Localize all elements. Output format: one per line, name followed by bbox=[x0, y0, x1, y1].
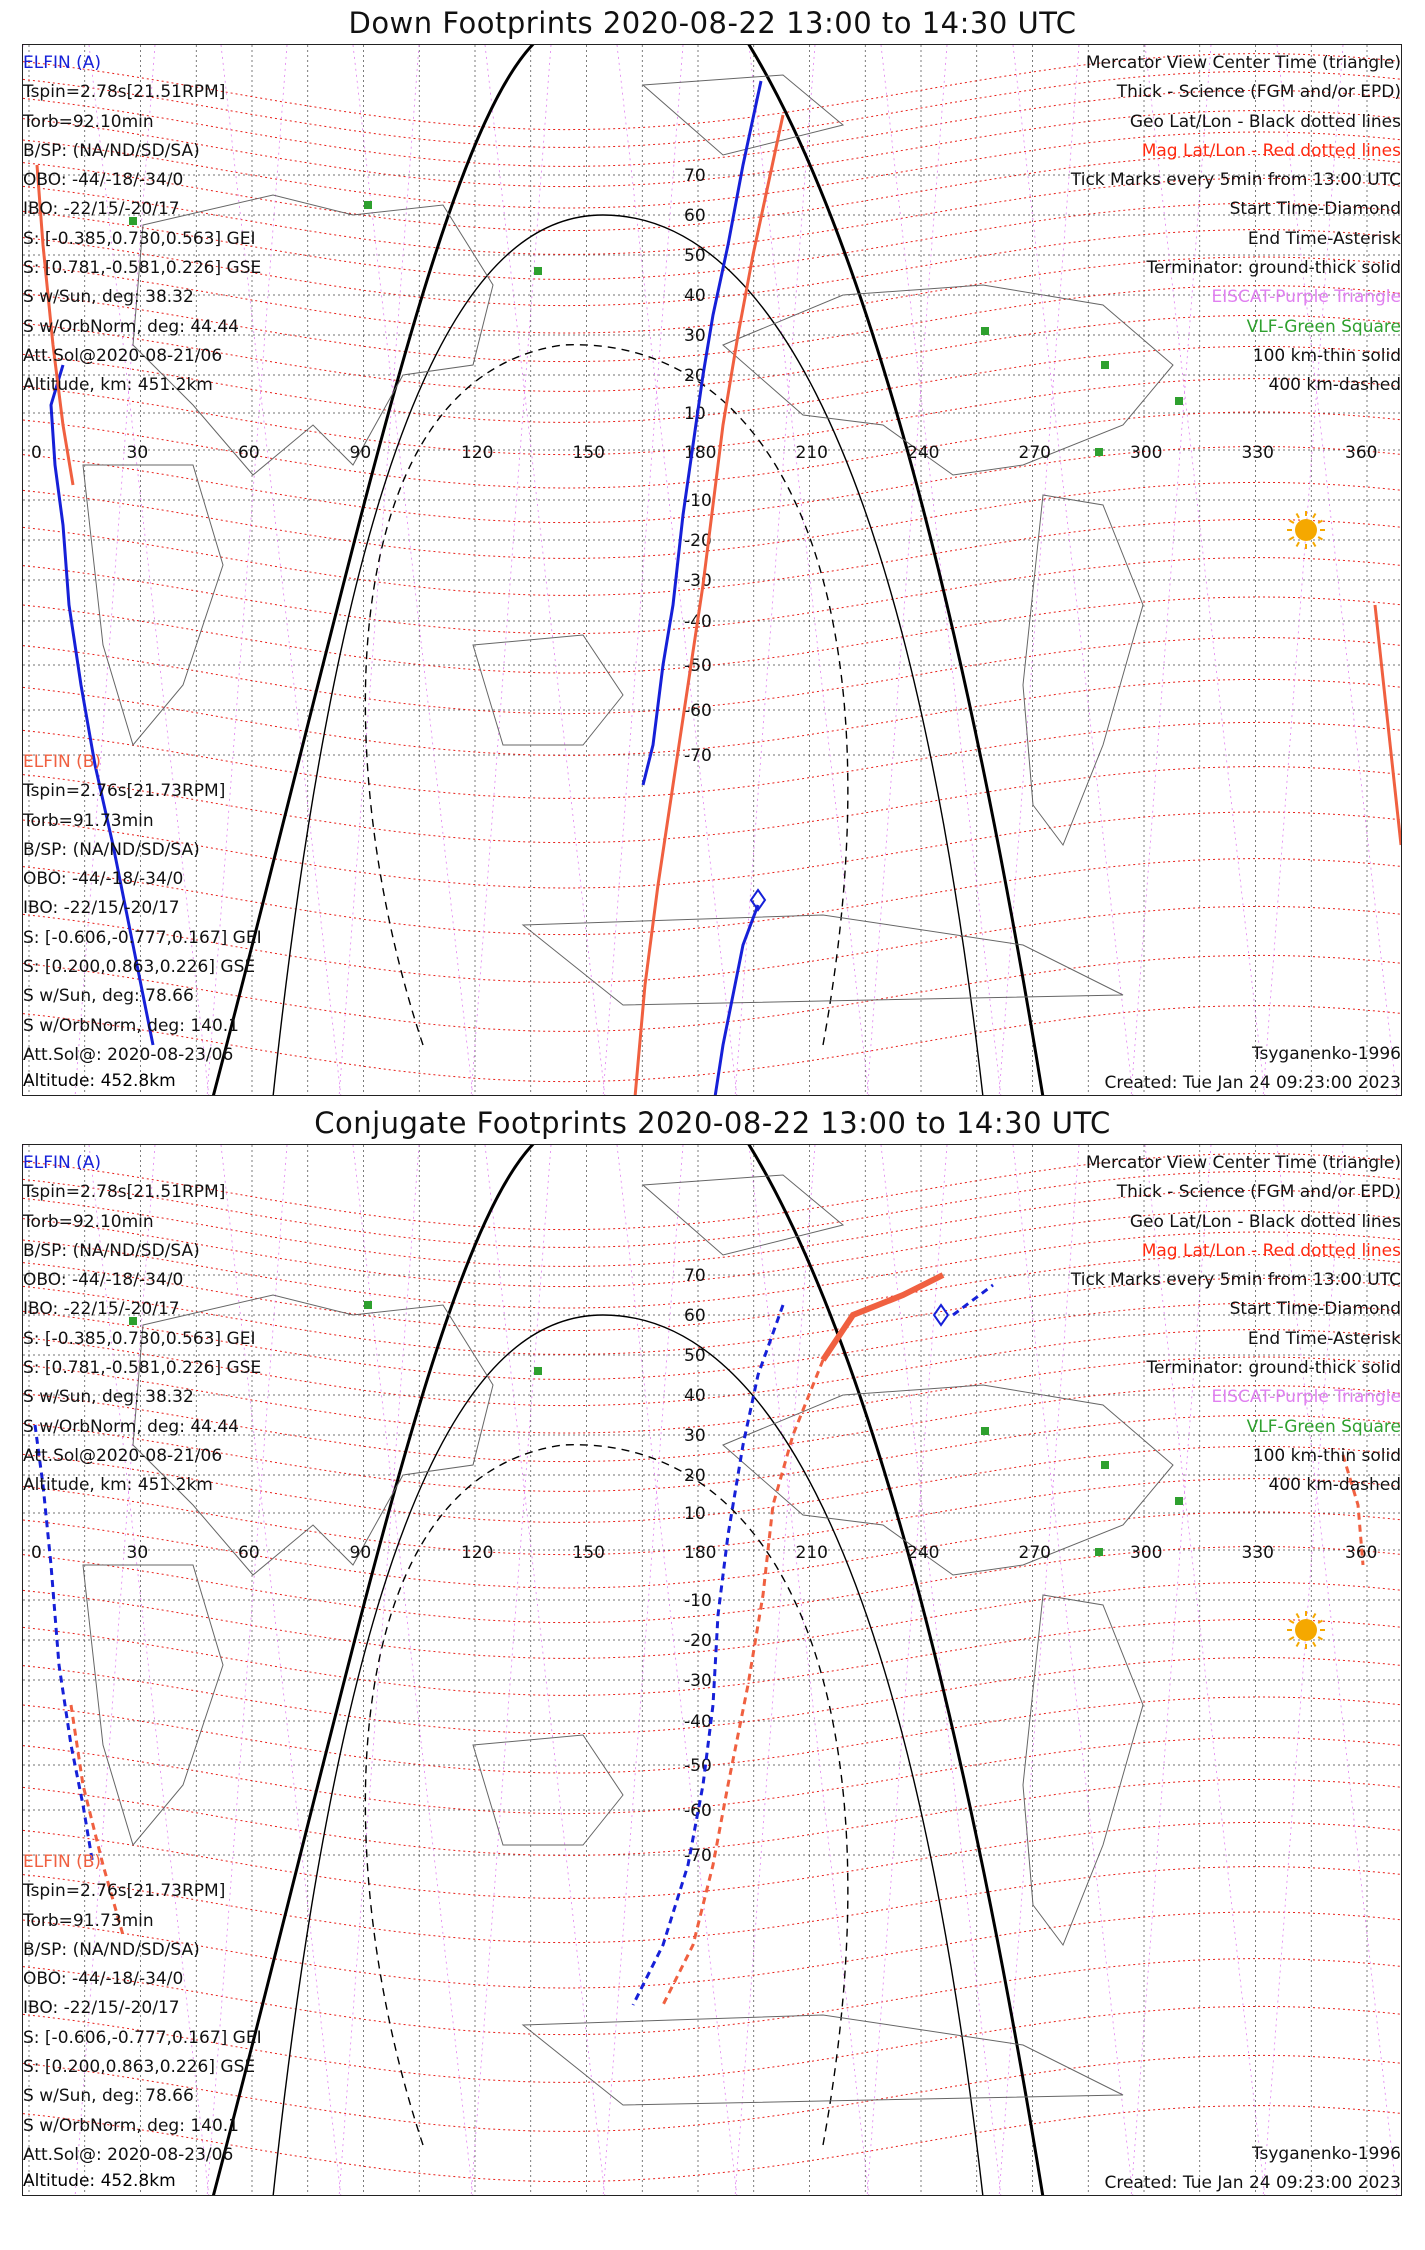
mag-meridian bbox=[999, 1145, 1079, 2196]
elfin-a-track bbox=[633, 1305, 783, 2005]
lat-tick-label: -60 bbox=[684, 701, 712, 721]
elfin-b-science bbox=[823, 1275, 943, 1360]
lat-tick-label: -40 bbox=[684, 1712, 712, 1732]
info-line: Tspin=2.78s[21.51RPM] bbox=[23, 1182, 226, 1203]
lon-tick-label: 240 bbox=[907, 1543, 940, 1563]
legend-line: Tick Marks every 5min from 13:00 UTC bbox=[1070, 1270, 1401, 1291]
vlf-station bbox=[534, 1367, 542, 1375]
info-line: S w/Sun, deg: 38.32 bbox=[23, 1387, 194, 1408]
sun-ray bbox=[1313, 542, 1316, 546]
info-line: OBO: -44/-18/-34/0 bbox=[23, 1969, 184, 1990]
lon-tick-label: 30 bbox=[126, 1543, 149, 1563]
legend-vlf: VLF-Green Square bbox=[1246, 1416, 1401, 1437]
sun-ray bbox=[1290, 521, 1294, 524]
lat-tick-label: 60 bbox=[684, 206, 706, 226]
info-line: IBO: -22/15/-20/17 bbox=[23, 199, 180, 220]
legend-mag: Mag Lat/Lon - Red dotted lines bbox=[1141, 140, 1401, 161]
info-line: Tspin=2.76s[21.73RPM] bbox=[23, 1881, 226, 1902]
elfin-b-info bbox=[23, 748, 262, 1070]
footer bbox=[1104, 2140, 1401, 2196]
sun-ray bbox=[1297, 1642, 1300, 1646]
lat-tick-label: -20 bbox=[684, 1631, 712, 1651]
legend-line: Geo Lat/Lon - Black dotted lines bbox=[1129, 111, 1401, 132]
mag-parallel bbox=[23, 597, 1402, 673]
legend-line: 100 km-thin solid bbox=[1252, 345, 1401, 366]
legend-eiscat: EISCAT-Purple Triangle bbox=[1211, 1387, 1401, 1408]
lat-tick-label: 20 bbox=[684, 1466, 706, 1486]
elfin-a-info bbox=[23, 49, 261, 401]
info-line: Tspin=2.78s[21.51RPM] bbox=[23, 82, 226, 103]
info-line: S: [0.781,-0.581,0.226] GSE bbox=[23, 258, 262, 279]
info-line: Att.Sol@: 2020-08-23/06 bbox=[23, 2144, 234, 2165]
elfin-a-track bbox=[643, 81, 761, 785]
map-panel-down bbox=[22, 44, 1402, 1096]
mag-meridian bbox=[617, 1145, 737, 2196]
lon-tick-label: 90 bbox=[349, 443, 372, 463]
info-line: S w/OrbNorm, deg: 44.44 bbox=[23, 316, 240, 337]
legend-mag: Mag Lat/Lon - Red dotted lines bbox=[1141, 1240, 1401, 1261]
map-panel-conjugate bbox=[22, 1144, 1402, 2196]
start-diamond bbox=[934, 1305, 948, 1325]
coastline bbox=[1023, 495, 1143, 845]
legend-line: End Time-Asterisk bbox=[1247, 228, 1401, 249]
terminator-west bbox=[213, 45, 543, 1096]
model-label: Tsyganenko-1996 bbox=[1251, 1044, 1401, 1064]
legend-line: Mercator View Center Time (triangle) bbox=[1085, 53, 1401, 73]
coastline bbox=[83, 465, 223, 745]
lat-tick-label: -10 bbox=[684, 491, 712, 511]
created-label: Created: Tue Jan 24 09:23:00 2023 bbox=[1104, 1073, 1401, 1094]
lon-tick-label: 330 bbox=[1241, 443, 1274, 463]
legend-line: Tick Marks every 5min from 13:00 UTC bbox=[1070, 170, 1401, 191]
lat-tick-label: 60 bbox=[684, 1306, 706, 1326]
lat-tick-label: -50 bbox=[684, 1756, 712, 1776]
vlf-station bbox=[981, 1427, 989, 1435]
info-line: Torb=92.10min bbox=[23, 1211, 154, 1232]
lat-tick-label: 30 bbox=[684, 326, 706, 346]
info-line: S: [-0.385,0.730,0.563] GEI bbox=[23, 1328, 256, 1349]
sun-icon bbox=[1295, 1619, 1317, 1641]
lon-tick-label: 300 bbox=[1130, 1543, 1163, 1563]
coastline bbox=[1023, 1595, 1143, 1945]
sun-ray bbox=[1297, 542, 1300, 546]
sun-ray bbox=[1297, 1614, 1300, 1618]
sun-ray bbox=[1318, 537, 1322, 540]
lon-tick-label: 240 bbox=[907, 443, 940, 463]
info-line: B/SP: (NA/ND/SD/SA) bbox=[23, 140, 200, 161]
legend-line: Thick - Science (FGM and/or EPD) bbox=[1116, 82, 1401, 103]
sun-ray bbox=[1297, 514, 1300, 518]
vlf-station bbox=[364, 201, 372, 209]
lon-tick-label: 360 bbox=[1345, 1543, 1378, 1563]
info-line: Tspin=2.76s[21.73RPM] bbox=[23, 781, 226, 802]
sun-ray bbox=[1313, 1642, 1316, 1646]
info-line: Torb=91.73min bbox=[23, 810, 154, 831]
legend-line: Terminator: ground-thick solid bbox=[1146, 1358, 1401, 1379]
lat-tick-label: 50 bbox=[684, 246, 706, 266]
info-line: S w/OrbNorm, deg: 140.1 bbox=[23, 1015, 240, 1036]
lon-tick-label: 0 bbox=[31, 1543, 42, 1563]
mag-parallel bbox=[23, 679, 1402, 755]
elfin-b-info bbox=[23, 1848, 262, 2170]
info-line: S: [-0.606,-0.777,0.167] GEI bbox=[23, 2027, 262, 2048]
lon-tick-label: 180 bbox=[684, 443, 717, 463]
lat-tick-label: -70 bbox=[684, 1846, 712, 1866]
lon-tick-label: 60 bbox=[238, 1543, 260, 1563]
lat-tick-label: 10 bbox=[684, 1504, 706, 1524]
info-line: B/SP: (NA/ND/SD/SA) bbox=[23, 1240, 200, 1261]
info-line: Att.Sol@2020-08-21/06 bbox=[23, 345, 223, 366]
info-line: OBO: -44/-18/-34/0 bbox=[23, 170, 184, 191]
mag-meridian bbox=[999, 45, 1079, 1096]
lon-tick-label: 330 bbox=[1241, 1543, 1274, 1563]
mag-meridian bbox=[485, 1145, 605, 2196]
elfin-b-altitude: Altitude: 452.8km bbox=[23, 2171, 176, 2191]
lon-tick-label: 210 bbox=[795, 443, 828, 463]
lat-tick-label: 10 bbox=[684, 404, 706, 424]
legend-line: Thick - Science (FGM and/or EPD) bbox=[1116, 1182, 1401, 1203]
info-line: Altitude, km: 451.2km bbox=[23, 375, 213, 396]
lat-tick-label: 70 bbox=[684, 1266, 706, 1286]
lat-tick-label: -20 bbox=[684, 531, 712, 551]
info-line: S: [-0.385,0.730,0.563] GEI bbox=[23, 228, 256, 249]
mag-parallel bbox=[23, 1619, 1402, 1695]
vlf-station bbox=[981, 327, 989, 335]
panel-title: Down Footprints 2020-08-22 13:00 to 14:30 UTC bbox=[348, 6, 1077, 40]
lat-tick-label: 20 bbox=[684, 366, 706, 386]
info-line: IBO: -22/15/-20/17 bbox=[23, 898, 180, 919]
lon-tick-label: 60 bbox=[238, 443, 260, 463]
lon-tick-label: 120 bbox=[461, 1543, 494, 1563]
info-line: Torb=91.73min bbox=[23, 1910, 154, 1931]
sun-ray bbox=[1290, 537, 1294, 540]
legend-line: Start Time-Diamond bbox=[1229, 1299, 1401, 1320]
lat-tick-label: 30 bbox=[684, 1426, 706, 1446]
lon-tick-label: 210 bbox=[795, 1543, 828, 1563]
legend bbox=[1071, 49, 1401, 401]
mag-parallel bbox=[23, 519, 1402, 595]
terminator-east bbox=[743, 1145, 1043, 2196]
legend-line: Mercator View Center Time (triangle) bbox=[1085, 1153, 1401, 1173]
legend-line: Start Time-Diamond bbox=[1229, 199, 1401, 220]
lon-tick-label: 270 bbox=[1018, 1543, 1051, 1563]
lat-tick-label: 50 bbox=[684, 1346, 706, 1366]
lon-tick-label: 300 bbox=[1130, 443, 1163, 463]
elfin-b-header: ELFIN (B) bbox=[23, 752, 102, 772]
info-line: Altitude, km: 451.2km bbox=[23, 1475, 213, 1496]
lon-tick-label: 0 bbox=[31, 443, 42, 463]
info-line: Att.Sol@: 2020-08-23/06 bbox=[23, 1044, 234, 1065]
info-line: S: [0.200,0.863,0.226] GSE bbox=[23, 957, 256, 978]
mag-meridian bbox=[881, 1145, 1001, 2196]
lat-tick-label: 40 bbox=[684, 286, 706, 306]
created-label: Created: Tue Jan 24 09:23:00 2023 bbox=[1104, 2173, 1401, 2194]
panel-title: Conjugate Footprints 2020-08-22 13:00 to 14:30 UTC bbox=[314, 1106, 1111, 1140]
sun-icon bbox=[1295, 519, 1317, 541]
elfin-a-track bbox=[715, 905, 758, 1096]
legend-eiscat: EISCAT-Purple Triangle bbox=[1211, 287, 1401, 308]
terminator-west bbox=[213, 1145, 543, 2196]
terminator-east bbox=[743, 45, 1043, 1096]
info-line: S w/Sun, deg: 78.66 bbox=[23, 986, 194, 1007]
lat-tick-label: -60 bbox=[684, 1801, 712, 1821]
mag-meridian bbox=[867, 45, 947, 1096]
mag-meridian bbox=[603, 45, 683, 1096]
lat-tick-label: -50 bbox=[684, 656, 712, 676]
coastline bbox=[83, 1565, 223, 1845]
elfin-b-header: ELFIN (B) bbox=[23, 1852, 102, 1872]
lon-tick-label: 120 bbox=[461, 443, 494, 463]
mag-parallel bbox=[23, 638, 1402, 714]
coastline bbox=[643, 75, 843, 155]
info-line: OBO: -44/-18/-34/0 bbox=[23, 1270, 184, 1291]
legend-line: 400 km-dashed bbox=[1268, 375, 1401, 396]
mag-meridian bbox=[749, 1145, 869, 2196]
lat-tick-label: -40 bbox=[684, 612, 712, 632]
elfin-a-header: ELFIN (A) bbox=[23, 53, 102, 73]
mag-meridian bbox=[603, 1145, 683, 2196]
elfin-a-track bbox=[953, 1285, 993, 1315]
mag-meridian bbox=[735, 1145, 815, 2196]
lon-tick-label: 180 bbox=[684, 1543, 717, 1563]
vlf-station bbox=[1095, 448, 1103, 456]
legend-line: Terminator: ground-thick solid bbox=[1146, 258, 1401, 279]
lat-tick-label: 40 bbox=[684, 1386, 706, 1406]
vlf-station bbox=[1095, 1548, 1103, 1556]
footprint-400km bbox=[365, 1445, 848, 2145]
mag-parallel bbox=[23, 1779, 1402, 1855]
lon-tick-label: 30 bbox=[126, 443, 149, 463]
mag-meridian bbox=[339, 45, 419, 1096]
mag-meridian bbox=[881, 45, 1001, 1096]
vlf-station bbox=[364, 1301, 372, 1309]
lon-tick-label: 90 bbox=[349, 1543, 372, 1563]
elfin-b-track bbox=[1375, 605, 1401, 845]
elfin-b-track bbox=[635, 115, 783, 1096]
lat-tick-label: -70 bbox=[684, 746, 712, 766]
info-line: OBO: -44/-18/-34/0 bbox=[23, 869, 184, 890]
lat-tick-label: -30 bbox=[684, 571, 712, 591]
mag-meridian bbox=[749, 45, 869, 1096]
legend-line: 100 km-thin solid bbox=[1252, 1445, 1401, 1466]
info-line: S: [0.781,-0.581,0.226] GSE bbox=[23, 1358, 262, 1379]
info-line: B/SP: (NA/ND/SD/SA) bbox=[23, 839, 200, 860]
lon-tick-label: 270 bbox=[1018, 443, 1051, 463]
model-label: Tsyganenko-1996 bbox=[1251, 2144, 1401, 2164]
mag-parallel bbox=[23, 558, 1402, 634]
info-line: S: [-0.606,-0.777,0.167] GEI bbox=[23, 927, 262, 948]
elfin-a-header: ELFIN (A) bbox=[23, 1153, 102, 1173]
legend-vlf: VLF-Green Square bbox=[1246, 316, 1401, 337]
mag-parallel bbox=[23, 1738, 1402, 1814]
info-line: Att.Sol@2020-08-21/06 bbox=[23, 1445, 223, 1466]
legend-line: End Time-Asterisk bbox=[1247, 1328, 1401, 1349]
coastline bbox=[473, 1735, 623, 1845]
lat-tick-label: -10 bbox=[684, 1591, 712, 1611]
info-line: S w/OrbNorm, deg: 140.1 bbox=[23, 2115, 240, 2136]
footprint-400km bbox=[365, 345, 848, 1045]
sun-ray bbox=[1318, 1637, 1322, 1640]
info-line: S w/Sun, deg: 38.32 bbox=[23, 287, 194, 308]
sun-ray bbox=[1290, 1621, 1294, 1624]
info-line: IBO: -22/15/-20/17 bbox=[23, 1998, 180, 2019]
coastline bbox=[643, 1175, 843, 1255]
info-line: S w/OrbNorm, deg: 44.44 bbox=[23, 1416, 240, 1437]
coastline bbox=[473, 635, 623, 745]
sun-ray bbox=[1290, 1637, 1294, 1640]
elfin-a-info bbox=[23, 1149, 261, 1501]
footer bbox=[1104, 1040, 1401, 1096]
lat-tick-label: 70 bbox=[684, 166, 706, 186]
lon-tick-label: 360 bbox=[1345, 443, 1378, 463]
mag-meridian bbox=[339, 1145, 419, 2196]
sun-ray bbox=[1313, 514, 1316, 518]
lat-tick-label: -30 bbox=[684, 1671, 712, 1691]
info-line: S: [0.200,0.863,0.226] GSE bbox=[23, 2057, 256, 2078]
mag-parallel bbox=[23, 1582, 1402, 1658]
info-line: Torb=92.10min bbox=[23, 111, 154, 132]
legend-line: 400 km-dashed bbox=[1268, 1475, 1401, 1496]
elfin-b-altitude: Altitude: 452.8km bbox=[23, 1071, 176, 1091]
lon-tick-label: 150 bbox=[572, 1543, 605, 1563]
sun-ray bbox=[1313, 1614, 1316, 1618]
lon-tick-label: 150 bbox=[572, 443, 605, 463]
vlf-station bbox=[534, 267, 542, 275]
info-line: S w/Sun, deg: 78.66 bbox=[23, 2086, 194, 2107]
info-line: B/SP: (NA/ND/SD/SA) bbox=[23, 1939, 200, 1960]
info-line: IBO: -22/15/-20/17 bbox=[23, 1299, 180, 1320]
legend bbox=[1071, 1149, 1401, 1501]
mag-meridian bbox=[485, 45, 605, 1096]
legend-line: Geo Lat/Lon - Black dotted lines bbox=[1129, 1211, 1401, 1232]
